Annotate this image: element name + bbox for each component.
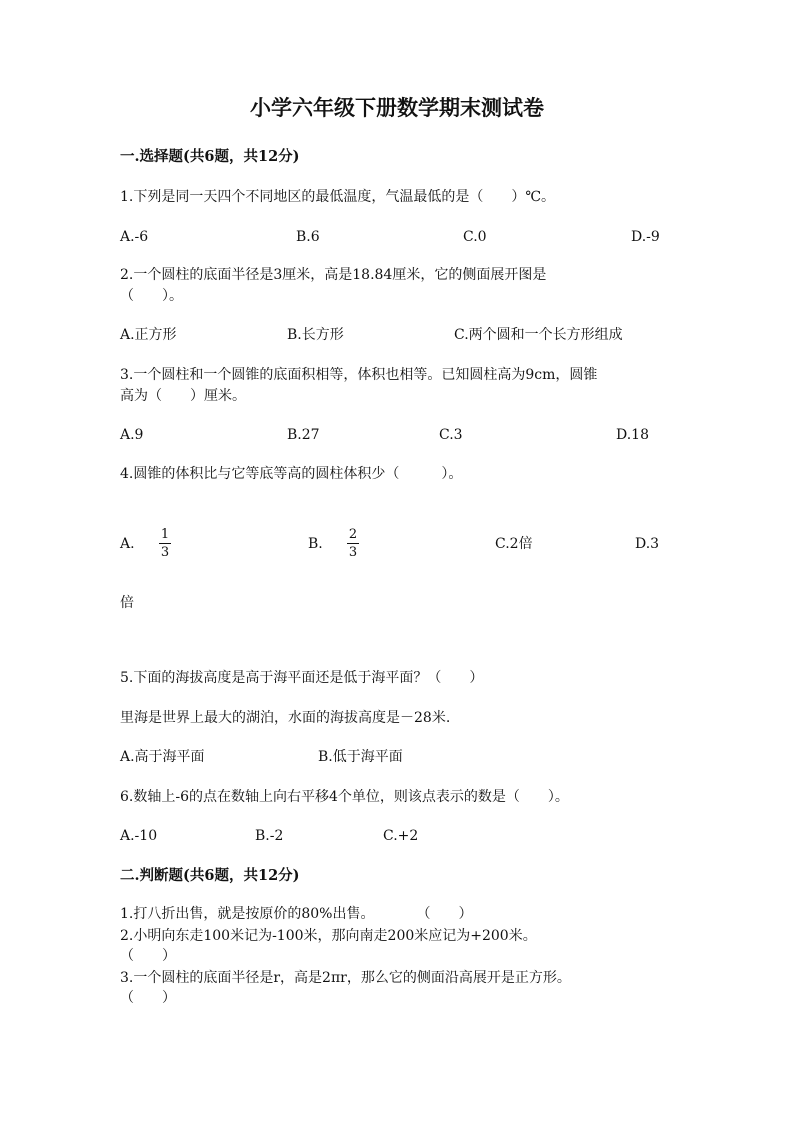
section-heading-choice: 一.选择题(共6题，共12分)	[120, 148, 300, 165]
question-2-stem-line1: 2.一个圆柱的底面半径是3厘米，高是18.84厘米，它的侧面展开图是	[120, 267, 547, 283]
question-3-option-b: B.27	[287, 427, 320, 443]
judgement-1: 1.打八折出售，就是按原价的80%出售。 （ ）	[120, 906, 473, 922]
question-4-option-b-fraction	[347, 527, 359, 560]
question-4-stem: 4.圆锥的体积比与它等底等高的圆柱体积少（ ）。	[120, 466, 463, 482]
fraction-denominator: 3	[160, 545, 170, 560]
question-1-option-c: C.0	[463, 229, 487, 245]
question-4-option-a-fraction	[159, 527, 171, 560]
question-1-stem: 1.下列是同一天四个不同地区的最低温度，气温最低的是（ ）℃。	[120, 189, 556, 205]
judgement-3-line2: （ ）	[120, 990, 176, 1006]
judgement-2-line1: 2.小明向东走100米记为-100米，那向南走200米应记为+200米。	[120, 928, 537, 944]
question-5-description: 里海是世界上最大的湖泊，水面的海拔高度是－28米.	[120, 710, 451, 726]
question-5-option-b: B.低于海平面	[318, 749, 403, 765]
question-1-option-a: A.-6	[120, 229, 149, 245]
fraction-numerator: 1	[160, 527, 170, 542]
question-1-option-d: D.-9	[631, 229, 660, 245]
question-2-option-a: A.正方形	[120, 327, 177, 343]
question-4-option-a-label: A.	[120, 536, 135, 552]
question-4-option-d: D.3	[635, 536, 660, 552]
question-4-option-d-continued: 倍	[120, 595, 134, 611]
question-6-option-a: A.-10	[120, 828, 158, 844]
question-6-option-c: C.+2	[383, 828, 419, 844]
question-4-option-b-label: B.	[308, 536, 323, 552]
question-2-option-b: B.长方形	[287, 327, 344, 343]
question-6-stem: 6.数轴上-6的点在数轴上向右平移4个单位，则该点表示的数是（ ）。	[120, 789, 569, 805]
section-heading-judgement: 二.判断题(共6题，共12分)	[120, 867, 300, 884]
judgement-2-line2: （ ）	[120, 948, 176, 964]
fraction-bar	[347, 543, 359, 544]
question-3-option-c: C.3	[439, 427, 463, 443]
question-6-option-b: B.-2	[255, 828, 284, 844]
question-3-stem-line1: 3.一个圆柱和一个圆锥的底面积相等，体积也相等。已知圆柱高为9cm，圆锥	[120, 367, 598, 383]
question-5-option-a: A.高于海平面	[120, 749, 205, 765]
question-4-option-c: C.2倍	[495, 536, 533, 552]
fraction-denominator: 3	[348, 545, 358, 560]
page-title: 小学六年级下册数学期末测试卷	[250, 95, 544, 120]
question-1-option-b: B.6	[296, 229, 320, 245]
question-3-stem-line2: 高为（ ）厘米。	[120, 388, 246, 404]
question-2-stem-line2: （ ）。	[120, 288, 183, 304]
fraction-numerator: 2	[348, 527, 358, 542]
question-3-option-d: D.18	[616, 427, 649, 443]
question-3-option-a: A.9	[120, 427, 144, 443]
judgement-3-line1: 3.一个圆柱的底面半径是r，高是2πr，那么它的侧面沿高展开是正方形。	[120, 970, 571, 986]
fraction-bar	[159, 543, 171, 544]
question-2-option-c: C.两个圆和一个长方形组成	[454, 327, 623, 343]
question-5-stem: 5.下面的海拔高度是高于海平面还是低于海平面？（ ）	[120, 670, 484, 686]
